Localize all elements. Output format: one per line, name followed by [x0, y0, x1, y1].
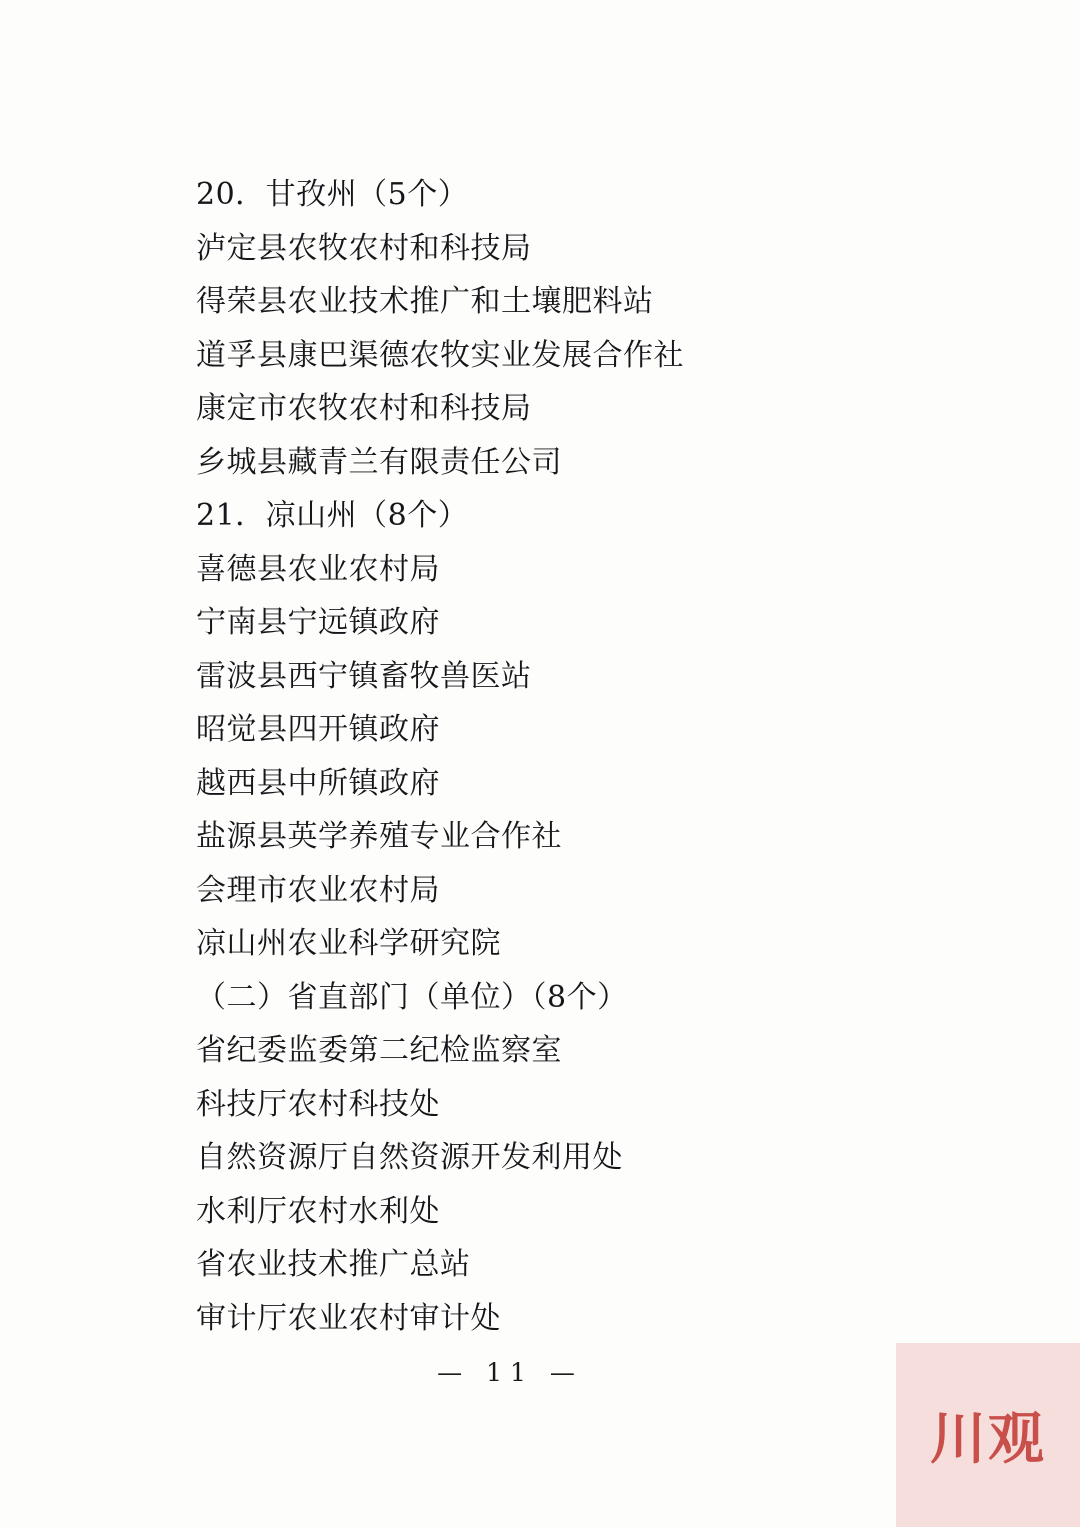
list-item: 省农业技术推广总站 — [196, 1247, 471, 1282]
list-item: 审计厅农业农村审计处 — [196, 1300, 501, 1336]
list-item: 康定市农牧农村和科技局 — [196, 391, 532, 426]
list-item: 乡城县藏青兰有限责任公司 — [196, 444, 562, 480]
list-item: 道孚县康巴渠德农牧实业发展合作社 — [196, 337, 684, 373]
section-heading-liangshan: 21．凉山州（8个） — [196, 498, 469, 533]
list-item: 水利厅农村水利处 — [196, 1193, 440, 1229]
list-item: 科技厅农村科技处 — [196, 1086, 440, 1122]
list-item: 宁南县宁远镇政府 — [196, 605, 440, 640]
list-item: 自然资源厅自然资源开发利用处 — [196, 1140, 623, 1175]
document-body — [196, 168, 956, 1345]
list-item: 昭觉县四开镇政府 — [196, 712, 440, 747]
list-item: 凉山州农业科学研究院 — [196, 926, 501, 961]
page-number: — 11 — — [437, 1358, 583, 1387]
list-item: 会理市农业农村局 — [196, 872, 440, 908]
watermark-logo — [896, 1343, 1080, 1527]
list-item: 得荣县农业技术推广和土壤肥料站 — [196, 284, 654, 319]
list-item: 省纪委监委第二纪检监察室 — [196, 1033, 562, 1068]
list-item: 喜德县农业农村局 — [196, 551, 440, 587]
list-item: 雷波县西宁镇畜牧兽医站 — [196, 658, 532, 694]
section-heading-ganzi: 20．甘孜州（5个） — [196, 177, 469, 212]
watermark-text: 川观 — [930, 1406, 1046, 1472]
list-item: 盐源县英学养殖专业合作社 — [196, 819, 562, 854]
section-heading-provincial-departments: （二）省直部门（单位）（8个） — [196, 979, 628, 1015]
list-item: 泸定县农牧农村和科技局 — [196, 230, 532, 266]
list-item: 越西县中所镇政府 — [196, 765, 440, 801]
